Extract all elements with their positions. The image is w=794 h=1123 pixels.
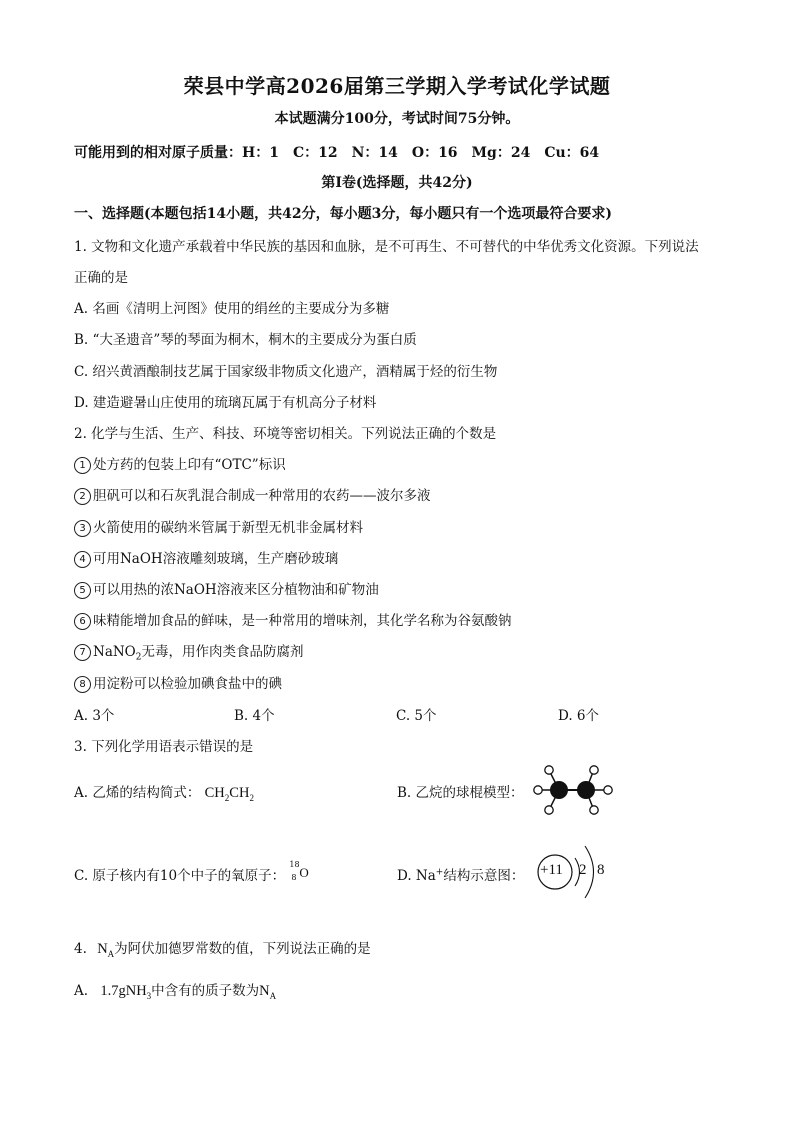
q2-option-a: A. 3个 <box>74 708 115 724</box>
q3-option-c-label: C. 原子核内有10个中子的氧原子： <box>74 868 286 884</box>
q3-option-c <box>74 860 311 884</box>
q2-option-b: B. 4个 <box>234 708 275 724</box>
q3-option-a-label: A. 乙烯的结构简式： <box>74 785 201 801</box>
symbol: N <box>97 941 108 957</box>
circled-number: 1 <box>74 457 91 474</box>
circled-number: 5 <box>74 582 91 599</box>
q2-item <box>74 453 286 474</box>
q1-stem-line2: 正确的是 <box>74 270 128 286</box>
q3-option-d-label: D. Na <box>397 868 436 884</box>
question-number: 4. <box>74 941 87 957</box>
section-title: 第I卷(选择题，共42分) <box>321 175 473 191</box>
mass-number: 18 <box>289 860 300 869</box>
avogadro-symbol <box>259 983 276 999</box>
subscript: 2 <box>249 792 254 803</box>
q2-option-d: D. 6个 <box>558 708 600 724</box>
circled-number: 3 <box>74 520 91 537</box>
q2-item <box>74 640 303 661</box>
sodium-ion-structure-diagram <box>535 832 615 912</box>
option-letter: A. <box>74 983 89 999</box>
q2-item-text: 用淀粉可以检验加碘食盐中的碘 <box>93 676 282 692</box>
symbol: N <box>259 983 270 999</box>
q2-item <box>74 578 379 599</box>
avogadro-symbol <box>97 941 114 957</box>
q1-option-c: C. 绍兴黄酒酿制技艺属于国家级非物质文化遗产，酒精属于烃的衍生物 <box>74 364 498 380</box>
subscript: 2 <box>135 652 142 663</box>
formula-part: CH <box>204 785 225 801</box>
q2-item-text: 处方药的包装上印有“OTC”标识 <box>93 457 286 473</box>
q1-option-b: B. “大圣遗音”琴的琴面为桐木，桐木的主要成分为蛋白质 <box>74 332 417 348</box>
q1-option-a: A. 名画《清明上河图》使用的绢丝的主要成分为多糖 <box>74 301 390 317</box>
q2-item-text: NaNO <box>93 644 136 660</box>
formula-part: CH <box>229 785 250 801</box>
q2-item <box>74 547 338 568</box>
exam-subtitle: 本试题满分100分，考试时间75分钟。 <box>274 111 520 127</box>
circled-number: 2 <box>74 488 91 505</box>
q4-stem-text: 为阿伏加德罗常数的值，下列说法正确的是 <box>114 941 371 957</box>
superscript: + <box>435 867 444 878</box>
q4-option-a-formula <box>100 983 151 999</box>
atomic-masses: 可能用到的相对原子质量：H：1 C：12 N：14 O：16 Mg：24 Cu：64 <box>74 145 600 161</box>
q3-stem: 3. 下列化学用语表示错误的是 <box>74 739 254 755</box>
q2-option-c: C. 5个 <box>396 708 437 724</box>
q3-option-d-label: 结构示意图： <box>443 868 525 884</box>
q2-item <box>74 672 282 693</box>
q1-option-d: D. 建造避暑山庄使用的琉璃瓦属于有机高分子材料 <box>74 395 377 411</box>
nucleus-charge: +11 <box>540 862 563 878</box>
shell-electrons: 8 <box>597 862 605 878</box>
q1-stem-line1: 1. 文物和文化遗产承载着中华民族的基因和血脉，是不可再生、不可替代的中华优秀文化资源。下列说法 <box>74 239 699 255</box>
q4-option-a-text: 中含有的质子数为 <box>151 983 260 999</box>
circled-number: 7 <box>74 644 91 661</box>
ethylene-formula <box>205 785 254 801</box>
element-symbol: O <box>299 865 309 880</box>
q2-item-text: 可以用热的浓NaOH溶液来区分植物油和矿物油 <box>93 582 379 598</box>
ethane-ball-stick-model <box>530 760 620 820</box>
subscript: 3 <box>146 990 152 1001</box>
q3-option-a <box>74 781 254 802</box>
circled-number: 8 <box>74 676 91 693</box>
q2-item-text: 可用NaOH溶液雕刻玻璃，生产磨砂玻璃 <box>93 551 339 567</box>
circled-number: 4 <box>74 551 91 568</box>
exam-title: 荣县中学高2026届第三学期入学考试化学试题 <box>183 74 611 98</box>
part-heading: 一、选择题(本题包括14小题，共42分，每小题3分，每小题只有一个选项最符合要求) <box>74 206 612 222</box>
q2-item-text: 味精能增加食品的鲜味，是一种常用的增味剂，其化学名称为谷氨酸钠 <box>93 613 512 629</box>
q2-stem: 2. 化学与生活、生产、科技、环境等密切相关。下列说法正确的个数是 <box>74 426 497 442</box>
subscript: 2 <box>224 792 230 803</box>
q2-item-text: 胆矾可以和石灰乳混合制成一种常用的农药——波尔多液 <box>93 488 431 504</box>
q2-item <box>74 484 431 505</box>
shell-electrons: 2 <box>579 862 587 878</box>
q2-item-text: 无毒，用作肉类食品防腐剂 <box>141 644 304 660</box>
formula-part: 1.7gNH <box>100 983 147 999</box>
oxygen-isotope-symbol <box>289 860 311 882</box>
q2-item <box>74 609 512 630</box>
q3-option-d <box>397 864 524 884</box>
q4-option-a <box>74 979 276 1000</box>
q2-item-text: 火箭使用的碳纳米管属于新型无机非金属材料 <box>93 520 363 536</box>
q4-stem <box>74 937 371 958</box>
atomic-number: 8 <box>291 873 297 882</box>
circled-number: 6 <box>74 613 91 630</box>
q2-item <box>74 516 363 537</box>
q3-option-b-label: B. 乙烷的球棍模型： <box>397 785 524 801</box>
subscript: A <box>269 990 277 1001</box>
subscript: A <box>107 948 115 959</box>
